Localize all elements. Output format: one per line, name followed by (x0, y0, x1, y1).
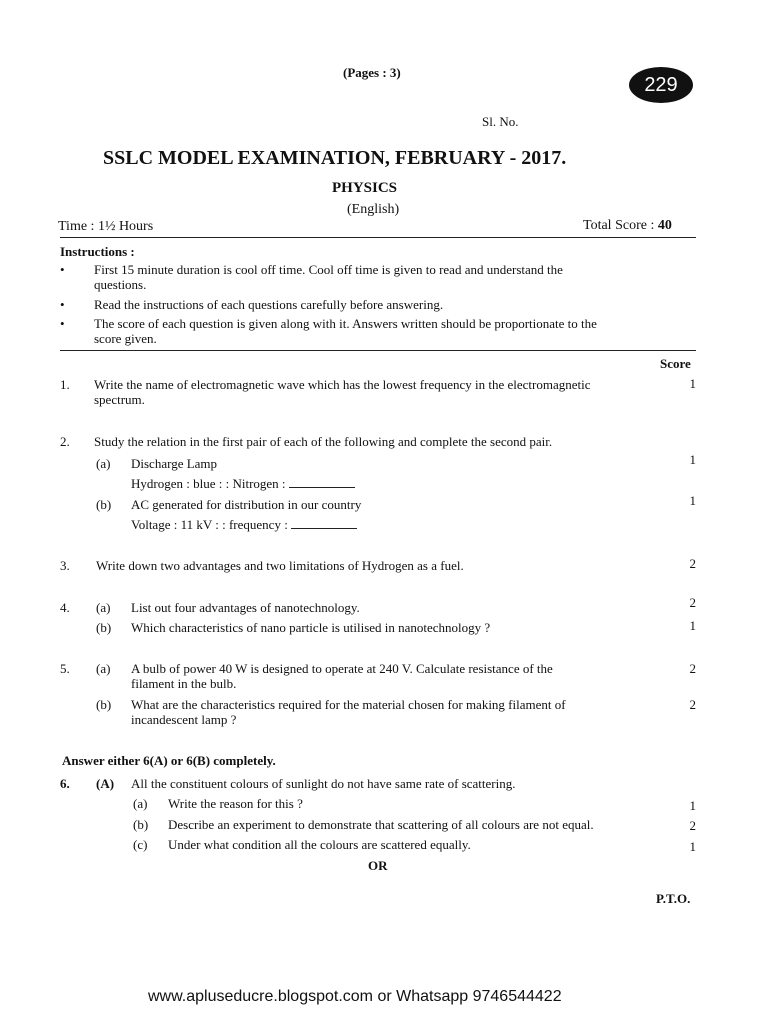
instruction-line: The score of each question is given along with it. Answers written should be proportionate to the (94, 316, 597, 331)
score-value: 1 (689, 798, 696, 813)
subpart-label: (b) (133, 817, 149, 832)
question-line: spectrum. (94, 392, 145, 407)
question-number: 4. (60, 600, 70, 615)
score-value: 2 (689, 556, 696, 571)
score-value: 1 (689, 839, 696, 854)
serial-number-label: Sl. No. (482, 114, 519, 129)
instruction-line: questions. (94, 277, 147, 292)
relation-text: Hydrogen : blue : : Nitrogen : (131, 476, 286, 491)
score-value: 2 (689, 595, 696, 610)
question-1 (94, 377, 684, 407)
exam-title: SSLC MODEL EXAMINATION, FEBRUARY - 2017. (103, 147, 567, 169)
question-6a-a: Write the reason for this ? (168, 796, 303, 811)
subpart-label: (b) (96, 697, 112, 712)
relation-2a (131, 476, 355, 491)
question-line: Write the name of electromagnetic wave which has the lowest frequency in the electromagnetic (94, 377, 591, 392)
score-value: 1 (689, 493, 696, 508)
subject-title: PHYSICS (332, 180, 398, 196)
question-5a (131, 661, 671, 691)
instruction-line: score given. (94, 331, 157, 346)
question-number: 1. (60, 377, 70, 392)
score-value: 2 (689, 697, 696, 712)
question-line: filament in the bulb. (131, 676, 237, 691)
instruction-item-3 (60, 316, 700, 346)
medium-label: (English) (347, 202, 400, 217)
instructions-divider (60, 350, 696, 351)
bullet-icon: • (60, 262, 65, 277)
score-value: 1 (689, 376, 696, 391)
question-2a: Discharge Lamp (131, 456, 218, 471)
bullet-icon: • (60, 316, 65, 331)
score-value: 2 (689, 818, 696, 833)
question-4b: Which characteristics of nano particle is utilised in nanotechnology ? (131, 620, 491, 635)
instruction-item-2 (60, 297, 700, 312)
question-2b: AC generated for distribution in our country (131, 497, 362, 512)
question-6a-b: Describe an experiment to demonstrate that scattering of all colours are not equal. (168, 817, 594, 832)
subpart-label: (a) (96, 661, 111, 676)
question-number: 3. (60, 558, 70, 573)
question-6a-stem: All the constituent colours of sunlight do not have same rate of scattering. (131, 776, 516, 791)
score-heading: Score (660, 356, 691, 371)
question-line: What are the characteristics required for the material chosen for making filament of (131, 697, 566, 712)
question-3: Write down two advantages and two limitations of Hydrogen as a fuel. (96, 558, 464, 573)
part-label: (A) (96, 776, 115, 791)
score-value: 2 (689, 661, 696, 676)
time-label: Time : 1½ Hours (58, 219, 154, 234)
instruction-line: Read the instructions of each questions carefully before answering. (94, 297, 444, 312)
subpart-label: (a) (96, 456, 111, 471)
question-number: 2. (60, 434, 70, 449)
instruction-item-1 (60, 262, 700, 292)
question-number: 5. (60, 661, 70, 676)
answer-blank (291, 518, 357, 529)
either-or-note: Answer either 6(A) or 6(B) completely. (62, 753, 276, 768)
pto-note: P.T.O. (656, 891, 691, 906)
score-value: 1 (689, 618, 696, 633)
subpart-label: (a) (96, 600, 111, 615)
total-score-value: 40 (657, 218, 672, 233)
total-score-text: Total Score : (583, 218, 658, 233)
subpart-label: (c) (133, 837, 148, 852)
bullet-icon: • (60, 297, 65, 312)
or-separator: OR (368, 858, 388, 873)
header-divider (60, 237, 696, 238)
footer-link[interactable]: www.apluseducre.blogspot.com or Whatsapp 9746544422 (148, 988, 562, 1005)
answer-blank (289, 477, 355, 488)
instruction-line: First 15 minute duration is cool off time. Cool off time is given to read and understand the (94, 262, 563, 277)
relation-text: Voltage : 11 kV : : frequency : (131, 517, 288, 532)
subpart-label: (b) (96, 620, 112, 635)
paper-code-badge: 229 (629, 67, 693, 103)
relation-2b (131, 517, 357, 532)
subpart-label: (a) (133, 796, 148, 811)
total-score-label (583, 218, 672, 234)
pages-count: (Pages : 3) (343, 65, 401, 80)
question-line: A bulb of power 40 W is designed to operate at 240 V. Calculate resistance of the (131, 661, 553, 676)
subpart-label: (b) (96, 497, 112, 512)
question-number: 6. (60, 776, 70, 791)
question-line: incandescent lamp ? (131, 712, 237, 727)
question-6a-c: Under what condition all the colours are scattered equally. (168, 837, 471, 852)
question-2: Study the relation in the first pair of each of the following and complete the second pair. (94, 434, 553, 449)
question-5b (131, 697, 671, 727)
score-value: 1 (689, 452, 696, 467)
instructions-heading: Instructions : (60, 244, 135, 259)
question-4a: List out four advantages of nanotechnology. (131, 600, 360, 615)
